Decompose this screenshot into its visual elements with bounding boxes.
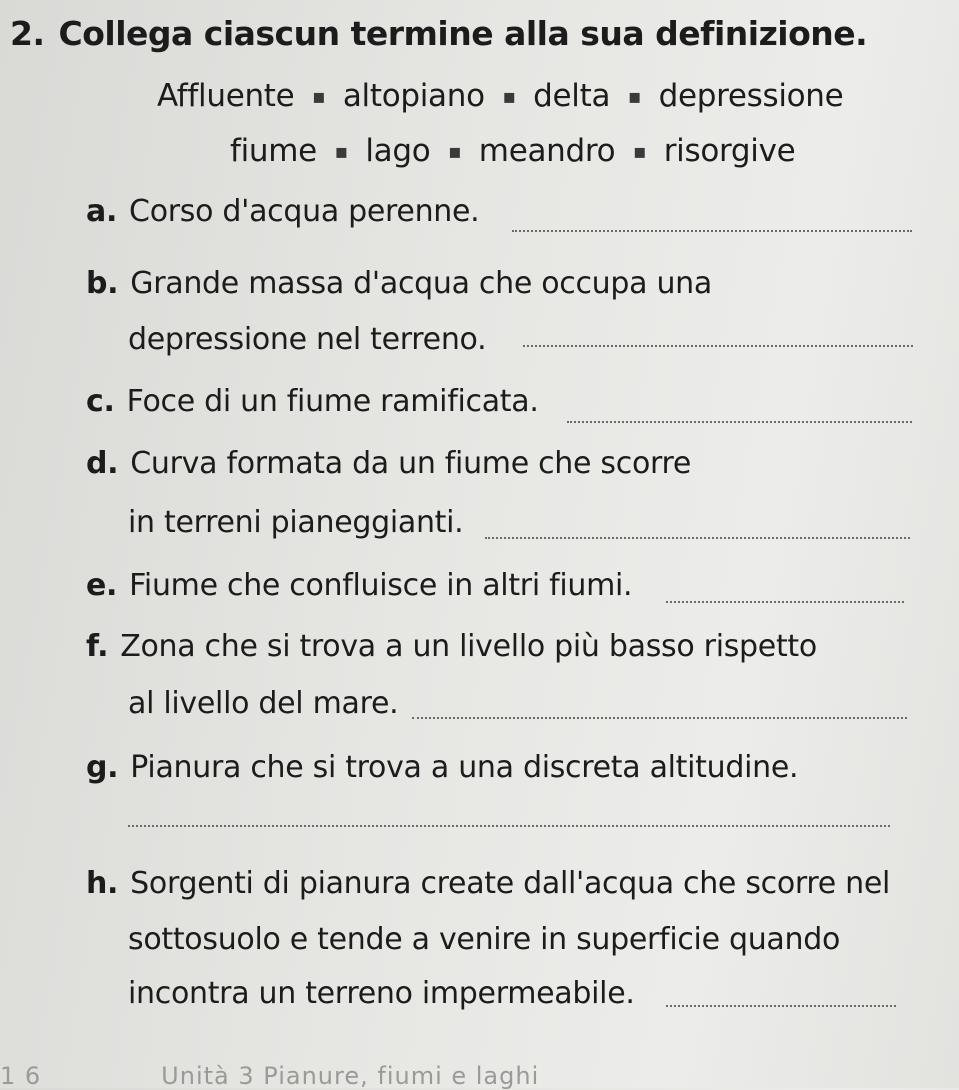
item-letter: e. [86,568,118,603]
answer-blank-c[interactable] [567,421,912,423]
answer-blank-f[interactable] [412,717,907,719]
word-bank-term: lago [365,133,431,169]
separator-bullet: ▪ [627,83,641,108]
answer-blank-h[interactable] [666,1005,896,1007]
definition-text: Sorgenti di pianura create dall'acqua che scorre nel [130,866,891,901]
item-letter: g. [86,750,119,785]
word-bank-row-1 [157,78,843,114]
definition-text: Corso d'acqua perenne. [129,194,480,229]
word-bank-term: fiume [230,133,317,169]
item-letter: d. [86,446,119,481]
answer-blank-e[interactable] [666,601,904,603]
item-letter: b. [86,266,119,301]
item-letter: c. [86,384,115,419]
separator-bullet: ▪ [334,138,348,163]
definition-text: Grande massa d'acqua che occupa una [130,266,712,301]
unit-title: Unità 3 Pianure, fiumi e laghi [161,1062,540,1090]
item-letter: f. [86,629,109,664]
definition-text: Zona che si trova a un livello più basso rispetto [120,629,817,664]
word-bank-term: Affluente [157,78,295,114]
definition-text: in terreni pianeggianti. [128,505,464,540]
definition-d [86,446,691,481]
exercise-number: 2. [10,14,45,53]
definition-b-continued [128,322,486,357]
word-bank-row-2 [230,133,795,169]
definition-text: Pianura che si trova a una discreta altitudine. [130,750,799,785]
exercise-title [10,14,867,53]
separator-bullet: ▪ [312,83,326,108]
word-bank-term: risorgive [663,133,796,169]
definition-g [86,750,798,785]
separator-bullet: ▪ [447,138,462,163]
page-number: 1 6 [0,1062,42,1090]
definition-f-continued [128,686,398,721]
item-letter: a. [86,194,118,229]
definition-a [86,194,479,229]
word-bank-term: meandro [478,133,616,169]
answer-blank-g[interactable] [128,825,890,827]
definition-text: sottosuolo e tende a venire in superficie quando [128,922,841,957]
exercise-instruction: Collega ciascun termine alla sua definizione. [58,14,868,53]
word-bank-term: delta [533,78,611,114]
separator-bullet: ▪ [502,83,516,108]
definition-b [86,266,712,301]
answer-blank-d[interactable] [485,537,910,539]
definition-text: Curva formata da un fiume che scorre [130,446,692,481]
definition-text: depressione nel terreno. [128,322,487,357]
definition-h [86,866,890,901]
definition-text: incontra un terreno impermeabile. [128,976,635,1011]
definition-text: al livello del mare. [128,686,399,721]
separator-bullet: ▪ [632,138,647,163]
definition-f [86,629,817,664]
item-letter: h. [86,866,119,901]
definition-h-continued-2 [128,976,635,1011]
definition-d-continued [128,505,463,540]
answer-blank-a[interactable] [512,230,912,232]
word-bank-term: altopiano [342,78,485,114]
definition-text: Fiume che confluisce in altri fiumi. [129,568,633,603]
definition-h-continued [128,922,840,957]
page-footer [0,1062,539,1090]
word-bank-term: depressione [658,78,844,114]
definition-c [86,384,539,419]
definition-e [86,568,632,603]
definition-text: Foce di un fiume ramificata. [126,384,539,419]
answer-blank-b[interactable] [523,345,913,347]
